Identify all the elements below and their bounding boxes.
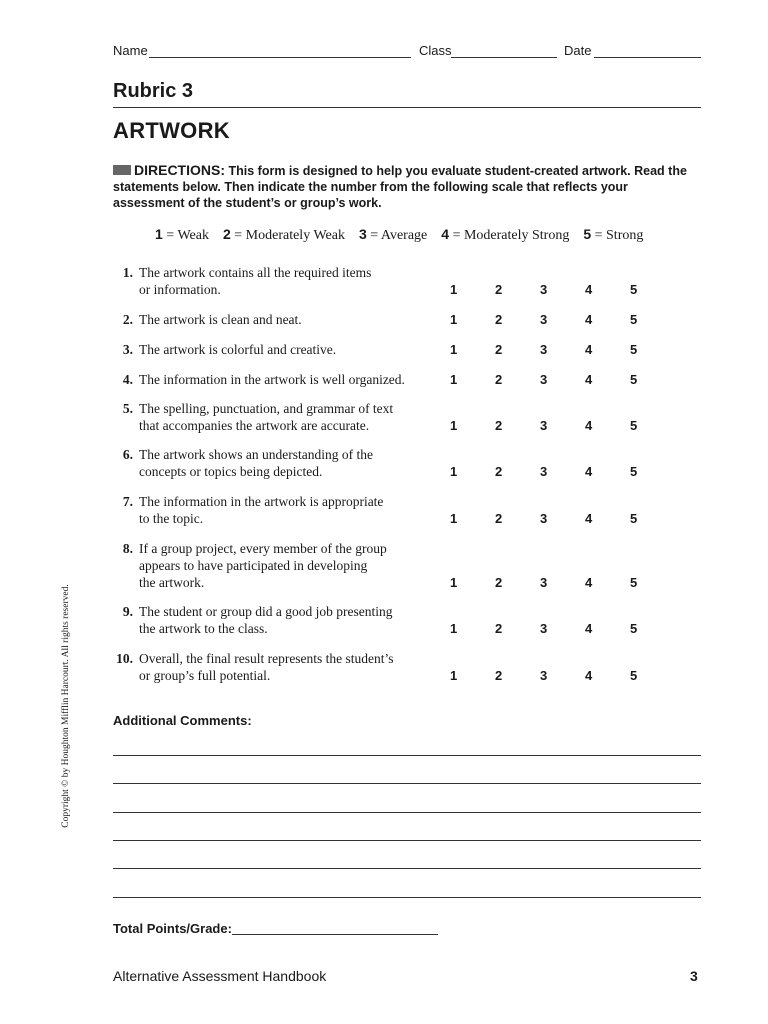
score-option-4[interactable]: 4 [585, 575, 593, 590]
score-option-3[interactable]: 3 [540, 372, 548, 387]
score-option-1[interactable]: 1 [450, 282, 458, 297]
item-statement-line: The information in the artwork is appropriate [139, 494, 384, 509]
item-statement-line: The artwork is colorful and creative. [139, 342, 337, 357]
score-option-4[interactable]: 4 [585, 418, 593, 433]
score-option-1[interactable]: 1 [450, 418, 458, 433]
score-option-4[interactable]: 4 [585, 668, 593, 683]
score-option-5[interactable]: 5 [630, 418, 638, 433]
rubric-title: Rubric 3 [113, 80, 194, 102]
scale-number: 1 [155, 226, 163, 242]
score-option-5[interactable]: 5 [630, 464, 638, 479]
scale-number: 3 [358, 226, 367, 242]
score-option-5[interactable]: 5 [630, 511, 638, 526]
item-number: 6. [122, 447, 133, 462]
item-number: 1. [122, 265, 133, 280]
item-statement [139, 446, 429, 480]
item-statement-line: The student or group did a good job presenting [139, 604, 393, 619]
comment-line[interactable] [113, 755, 701, 756]
item-statement-line: Overall, the final result represents the student’s [139, 651, 394, 666]
score-option-5[interactable]: 5 [630, 575, 638, 590]
score-option-4[interactable]: 4 [585, 621, 593, 636]
item-number: 10. [116, 651, 133, 666]
score-option-1[interactable]: 1 [450, 312, 458, 327]
score-option-1[interactable]: 1 [450, 621, 458, 636]
item-statement-line: The artwork shows an understanding of the [139, 447, 373, 462]
item-statement-line: appears to have participated in developing [139, 558, 368, 573]
item-statement [139, 311, 429, 328]
item-statement [139, 540, 429, 591]
scale-item [583, 228, 643, 243]
score-option-3[interactable]: 3 [540, 464, 548, 479]
item-statement-line: The spelling, punctuation, and grammar of text [139, 401, 394, 416]
directions-text: This form is designed to help you evaluate student-created artwork. Read the statements below. Then indicate the number from the following scale that reflects your assessment of the student’s or group’s work. [113, 164, 687, 210]
score-option-5[interactable]: 5 [630, 282, 638, 297]
page-number: 3 [690, 968, 698, 984]
item-statement-line: or information. [139, 282, 221, 297]
item-statement [139, 371, 429, 388]
page-title: ARTWORK [113, 118, 230, 143]
score-option-1[interactable]: 1 [450, 464, 458, 479]
score-option-4[interactable]: 4 [585, 511, 593, 526]
copyright-notice: Copyright © by Houghton Mifflin Harcourt. All rights reserved. [61, 584, 71, 828]
score-option-3[interactable]: 3 [540, 312, 548, 327]
scale-item [223, 228, 345, 243]
date-field-line[interactable] [594, 57, 701, 58]
name-label: Name [113, 43, 148, 58]
title-divider [113, 107, 701, 108]
footer-book-title: Alternative Assessment Handbook [113, 968, 327, 984]
score-option-2[interactable]: 2 [495, 575, 503, 590]
item-statement-line: or group’s full potential. [139, 668, 271, 683]
score-option-2[interactable]: 2 [495, 668, 503, 683]
score-option-3[interactable]: 3 [540, 418, 548, 433]
score-option-3[interactable]: 3 [540, 668, 548, 683]
score-option-3[interactable]: 3 [540, 342, 548, 357]
item-statement-line: the artwork to the class. [139, 621, 268, 636]
additional-comments-label: Additional Comments: [113, 713, 252, 728]
item-statement-line: that accompanies the artwork are accurate. [139, 418, 370, 433]
score-option-4[interactable]: 4 [585, 282, 593, 297]
item-statement-line: to the topic. [139, 511, 204, 526]
item-number: 5. [122, 401, 133, 416]
score-option-2[interactable]: 2 [495, 312, 503, 327]
score-option-2[interactable]: 2 [495, 511, 503, 526]
scale-item [155, 228, 209, 243]
scale-number: 2 [222, 226, 231, 242]
scale-label: = Moderately Strong [452, 228, 570, 243]
score-option-3[interactable]: 3 [540, 621, 548, 636]
score-option-2[interactable]: 2 [495, 372, 503, 387]
item-statement [139, 264, 429, 298]
score-option-2[interactable]: 2 [495, 342, 503, 357]
item-statement [139, 341, 429, 358]
item-statement-line: the artwork. [139, 575, 205, 590]
scale-label: = Weak [166, 228, 209, 243]
date-label: Date [564, 43, 592, 58]
total-points-line[interactable] [232, 934, 438, 935]
item-statement [139, 650, 429, 684]
comment-line[interactable] [113, 783, 701, 784]
scale-number: 5 [583, 226, 592, 242]
score-option-1[interactable]: 1 [450, 342, 458, 357]
item-statement-line: The artwork is clean and neat. [139, 312, 302, 327]
comment-line[interactable] [113, 897, 701, 898]
item-statement [139, 603, 429, 637]
directions [113, 162, 701, 211]
score-option-2[interactable]: 2 [495, 282, 503, 297]
item-statement-line: concepts or topics being depicted. [139, 464, 323, 479]
directions-heading: DIRECTIONS: [134, 162, 225, 178]
item-number: 3. [122, 342, 133, 357]
item-statement [139, 493, 429, 527]
score-option-3[interactable]: 3 [540, 575, 548, 590]
name-field-line[interactable] [149, 57, 411, 58]
total-points-label: Total Points/Grade: [113, 921, 232, 936]
scale-item [441, 228, 569, 243]
directions-marker-icon [113, 165, 131, 175]
scale-item [359, 228, 427, 243]
score-option-4[interactable]: 4 [585, 312, 593, 327]
score-option-2[interactable]: 2 [495, 621, 503, 636]
score-option-3[interactable]: 3 [540, 282, 548, 297]
scale-number: 4 [441, 226, 450, 242]
item-statement-line: If a group project, every member of the group [139, 541, 387, 556]
score-option-5[interactable]: 5 [630, 621, 638, 636]
comment-line[interactable] [113, 840, 701, 841]
score-option-1[interactable]: 1 [450, 511, 458, 526]
score-option-4[interactable]: 4 [585, 342, 593, 357]
score-option-5[interactable]: 5 [630, 372, 638, 387]
item-statement-line: The information in the artwork is well organized. [139, 372, 405, 387]
score-option-5[interactable]: 5 [630, 342, 638, 357]
item-number: 2. [122, 312, 133, 327]
item-number: 4. [122, 372, 133, 387]
score-option-1[interactable]: 1 [450, 372, 458, 387]
score-option-4[interactable]: 4 [585, 372, 593, 387]
item-number: 7. [122, 494, 133, 509]
score-option-3[interactable]: 3 [540, 511, 548, 526]
scale-label: = Moderately Weak [234, 228, 345, 243]
item-number: 9. [122, 604, 133, 619]
item-number: 8. [122, 541, 133, 556]
class-label: Class [419, 43, 452, 58]
comment-line[interactable] [113, 812, 701, 813]
header-fields [113, 41, 701, 61]
scale-label: = Average [370, 228, 428, 243]
score-option-5[interactable]: 5 [630, 668, 638, 683]
score-option-2[interactable]: 2 [495, 418, 503, 433]
rating-scale [155, 226, 657, 244]
score-option-1[interactable]: 1 [450, 575, 458, 590]
score-option-5[interactable]: 5 [630, 312, 638, 327]
score-option-4[interactable]: 4 [585, 464, 593, 479]
class-field-line[interactable] [451, 57, 557, 58]
scale-label: = Strong [594, 228, 644, 243]
score-option-1[interactable]: 1 [450, 668, 458, 683]
comment-line[interactable] [113, 868, 701, 869]
item-statement-line: The artwork contains all the required items [139, 265, 372, 280]
item-statement [139, 400, 429, 434]
score-option-2[interactable]: 2 [495, 464, 503, 479]
